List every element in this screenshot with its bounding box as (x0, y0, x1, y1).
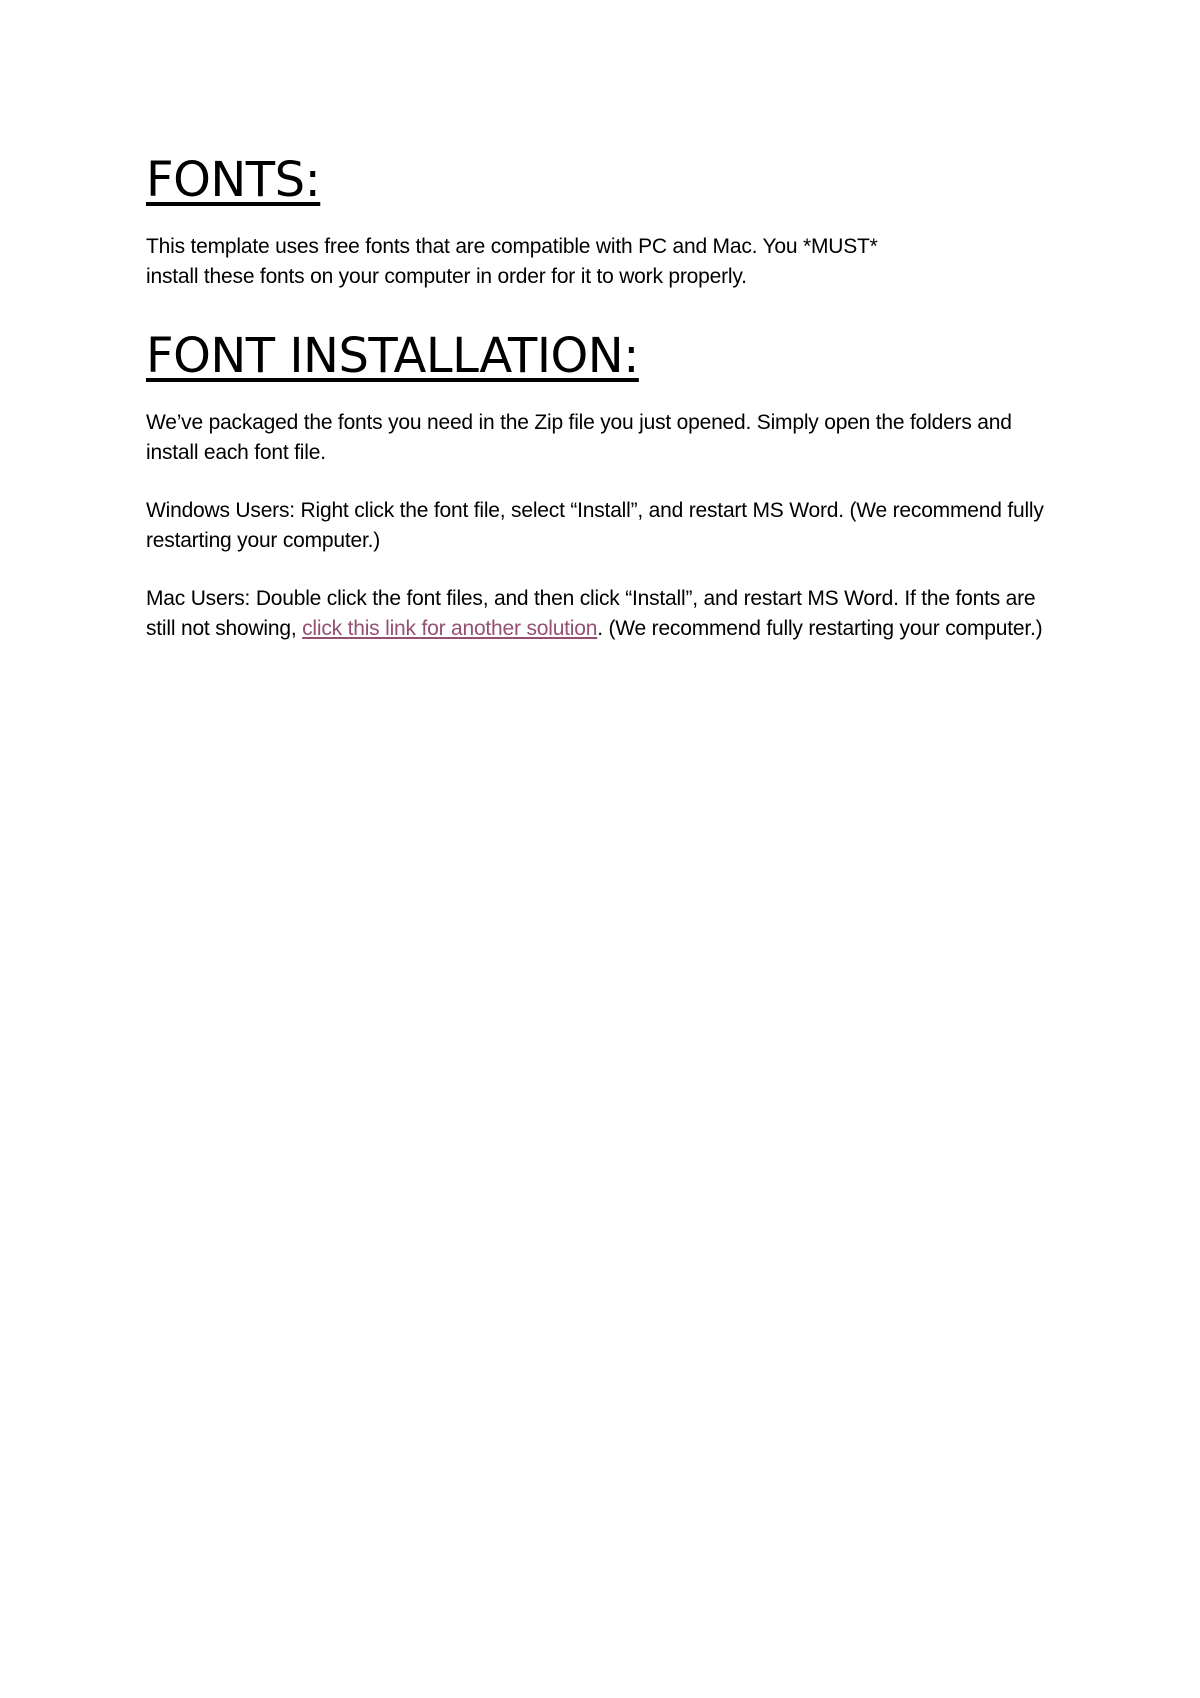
fonts-intro-line-1: This template uses free fonts that are compatible with PC and Mac. You *MUST* (146, 235, 878, 258)
install-paragraph: We’ve packaged the fonts you need in the Zip file you just opened. Simply open the folders and install each font file. (146, 411, 1012, 464)
document-page (146, 150, 1066, 644)
fonts-heading: FONTS: (146, 152, 321, 208)
font-installation-heading: FONT INSTALLATION: (146, 328, 639, 384)
fonts-intro-line-2: install these fonts on your computer in order for it to work properly. (146, 265, 747, 288)
another-solution-link[interactable]: click this link for another solution (302, 617, 598, 640)
mac-users-paragraph (146, 584, 1066, 644)
windows-users-paragraph: Windows Users: Right click the font file, select “Install”, and restart MS Word. (We recommend fully restarting your computer.) (146, 499, 1044, 552)
mac-text-after-link: . (We recommend fully restarting your computer.) (597, 617, 1043, 640)
fonts-intro-paragraph (146, 232, 976, 292)
installation-heading-wrap (146, 326, 1066, 386)
mac-text-before-link: Mac Users: Double click the font files, and then click “Install”, and restart MS Word. If the fonts are still not showing, (146, 587, 1036, 640)
